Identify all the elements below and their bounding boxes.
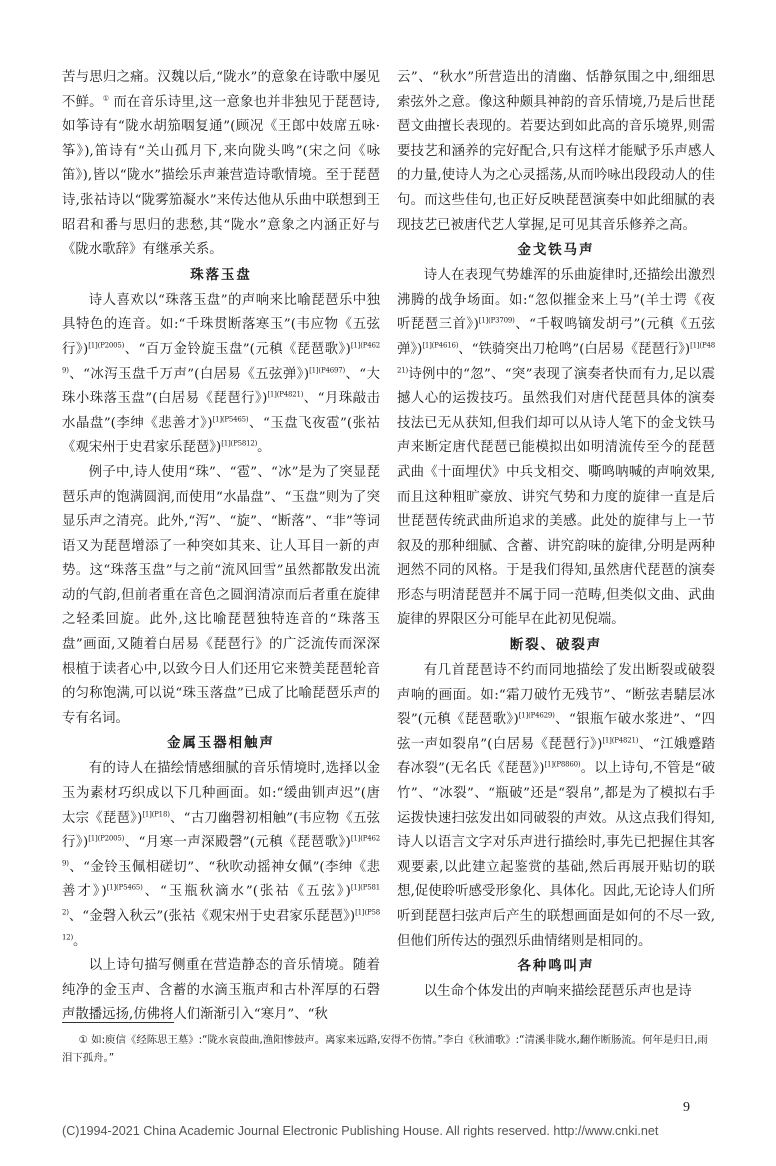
citation: [1](P4697) <box>309 366 345 375</box>
citation: [1](P2005) <box>88 341 125 350</box>
section-heading: 珠落玉盘 <box>190 267 252 283</box>
citation: [1](P4616) <box>422 341 459 350</box>
left-column <box>62 66 380 1028</box>
text-run: 诗人在表现气势雄浑的乐曲旋律时,还描绘出激烈沸腾的战争场面。如:“忽似摧金来上马”(羊士谔《夜听琵琶三首》) <box>397 268 715 333</box>
text-run: 、“千靫鸣镝发胡弓”(元稹《五弦弹》) <box>397 317 715 357</box>
footnote-reference[interactable]: ① <box>102 94 109 103</box>
text-run: 。 <box>257 440 271 456</box>
text-run: 、“古刀幽磬初相触”(韦应物《五弦行》) <box>62 810 380 851</box>
text-run: 有的诗人在描绘情感细腻的音乐情境时,选择以金玉为素材巧织成以下几种画面。如:“缓曲钏声迟”(唐太宗《琵琶》) <box>62 761 380 826</box>
text-run: 。 <box>73 933 87 949</box>
footnote-mark: ① <box>78 1034 88 1046</box>
text-run: 、“金磬入秋云”(张祜《观宋州于史君家乐琵琶》) <box>68 909 356 924</box>
text-run: 苦与思归之痛。汉魏以后,“陇水”的意象在诗歌中屡见不鲜。 <box>62 70 380 110</box>
citation: [1](P5465) <box>106 883 143 892</box>
footnote-text: 如:庾信《经陈思王墓》:“陇水哀葭曲,渔阳惨鼓声。离家来远路,安得不伤情。”李白《秋浦歌》:“清溪非陇水,翻作断肠流。何年是归日,雨泪下孤舟。” <box>62 1034 708 1064</box>
paragraph <box>62 66 380 263</box>
text-run: 、“玉瓶秋滴水”(张祜《五弦》) <box>142 884 351 900</box>
copyright-notice: (C)1994-2021 China Academic Journal Electronic Publishing House. All rights reserved. http://www.cnki.net <box>62 1124 659 1138</box>
text-run: 、“月寒一声深殿磬”(元稹《琵琶歌》) <box>124 835 351 851</box>
text-run: 诗例中的“忽”、“突”表现了演奏者快而有力,足以震撼人心的运拨技巧。虽然我们对唐代琵琶具体的演奏技法已无从获知,但我们却可以从诗人笔下的金戈铁马声来断定唐代琵琶已能模拟出如明清流传至今的琵琶武曲《十面埋伏》中兵戈相交、嘶鸣呐喊的声响效果,而且这种粗旷豪放、讲究气势和力度的旋律一直是后世琵琶传统武曲所追求的美感。此处的旋律与上一节叙及的那种细腻、含蓄、讲究韵味的旋律,分明是两种迥然不同的风格。于是我们得知,虽然唐代琵琶的演奏形态与明清琵琶并不属于同一范畴,但类似文曲、武曲旋律的界限区分可能早在此初见倪端。 <box>397 366 715 628</box>
paragraph <box>62 757 380 954</box>
footnote <box>62 1031 715 1067</box>
citation: [1](P18) <box>142 810 170 819</box>
section-heading: 金属玉器相触声 <box>167 736 275 752</box>
citation: [1](P3709) <box>478 316 515 325</box>
footnote-divider <box>62 1022 174 1023</box>
page-number: 9 <box>683 1100 690 1115</box>
citation: [1](P4629) <box>518 711 555 720</box>
paragraph: 以上诗句描写侧重在营造静态的音乐情境。随着纯净的金玉声、含蓄的水滴玉瓶声和古朴浑厚的石磬声散播远扬,仿佛将人们渐渐引入“寒月”、“秋 <box>62 958 380 1023</box>
paragraph: 以生命个体发出的声响来描绘琵琶乐声也是诗 <box>423 984 692 1000</box>
text-run: 、“江娥蹙踏春冰裂”(无名氏《琵琶》) <box>397 736 715 777</box>
section-heading: 金戈铁马声 <box>517 243 595 259</box>
paragraph: 云”、“秋水”所营造出的清幽、恬静氛围之中,细细思索弦外之意。像这种颇具神韵的音乐情境,乃是后世琵琶文曲擅长表现的。若要达到如此高的音乐境界,则需要技艺和涵养的完好配合,只有这样才能赋予乐声感人的力量,使诗人为之心灵摇荡,从而吟咏出段段动人的佳句。而这些佳句,也正好反映琵琶演奏中如此细腻的表现技艺已被唐代艺人掌握,足可见其音乐修养之高。 <box>397 70 715 233</box>
text-run: 、“铁骑突出刀枪鸣”(白居易《琵琶行》) <box>458 341 691 357</box>
citation: [1](P5465) <box>212 415 249 424</box>
citation: [1](P5812) <box>62 908 380 942</box>
citation: [1](P4821) <box>602 736 639 745</box>
text-run: 有几首琵琶诗不约而同地描绘了发出断裂或破裂声响的画面。如:“霜刀破竹无残节”、“断弦砉騞层冰裂”(元稹《琵琶歌》) <box>397 663 715 728</box>
paragraph: 例子中,诗人使用“珠”、“雹”、“冰”是为了突显琵琶乐声的饱满圆润,而使用“水晶盘”、“玉盘”则为了突显乐声之清亮。此外,“泻”、“旋”、“断落”、“非”等词语又为琵琶增添了一种突如其来、让人耳目一新的声势。这“珠落玉盘”与之前“流风回雪”虽然都散发出流动的气韵,但前者重在音色之圆润清凉而后者重在旋律之轻柔回旋。此外,这比喻琵琶独特连音的“珠落玉盘”画面,又随着白居易《琵琶行》的广泛流传而深深根植于读者心中,以致今日人们还用它来赞美琵琶轮音的匀称饱满,可以说“珠玉落盘”已成了比喻琵琶乐声的专有名词。 <box>62 464 380 726</box>
text-run: 、“月珠敲击水晶盘”(李绅《悲善才》) <box>62 391 380 431</box>
text-run: 、“百万金铃旋玉盘”(元稹《琵琶歌》) <box>124 341 351 357</box>
citation: [1](P2005) <box>88 834 125 843</box>
text-run: 、“大珠小珠落玉盘”(白居易《琵琶行》) <box>62 366 380 407</box>
citation: [1](P4821) <box>267 390 304 399</box>
citation: [1](P5812) <box>62 883 380 917</box>
citation: [1](P8860) <box>544 760 581 769</box>
paragraph <box>397 264 715 633</box>
citation: [1](P4629) <box>62 834 380 868</box>
text-run: 、“银瓶乍破水浆进”、“四弦一声如裂帛”(白居易《琵琶行》) <box>397 712 715 752</box>
paragraph <box>62 289 380 461</box>
citation: [1](P4629) <box>62 341 380 375</box>
citation: [1](P5812) <box>221 439 258 448</box>
text-run: 诗人喜欢以“珠落玉盘”的声响来比喻琵琶乐中独具特色的连音。如:“千珠贯断落寒玉”(韦应物《五弦行》) <box>62 292 380 357</box>
text-run: 。以上诗句,不管是“破竹”、“冰裂”、“瓶破”还是“裂帛”,都是为了模拟右手运拨快速扫弦发出如同破裂的声效。从这点我们得知,诗人以语言文字对乐声进行描绘时,事先已把握住其客观要素,以此建立起鉴赏的基础,然后再展开贴切的联想,促使聆听感受形象化、具体化。因此,无论诗人们所听到琵琶扫弦声后产生的联想画面是如何的不尽一致,但他们所传达的强烈乐曲情绪则是相同的。 <box>397 761 715 949</box>
right-column <box>397 66 715 1005</box>
text-run: 、“金铃玉佩相磋切”、“秋吹动摇神女佩”(李绅《悲善才》) <box>62 859 380 900</box>
section-heading: 各种鸣叫声 <box>517 959 595 975</box>
text-run: 而在音乐诗里,这一意象也并非独见于琵琶诗,如筝诗有“陇水胡笳咽复通”(顾况《王郎中妓席五咏·筝》),笛诗有“关山孤月下,来向陇头鸣”(宋之问《咏笛》),皆以“陇水”描绘乐声兼营造诗歌情境。至于琵琶诗,张祜诗以“陇雾笳凝水”来传达他从乐曲中联想到王昭君和番与思归的悲愁,其“陇水”意象之内涵正好与《陇水歌辞》有继承关系。 <box>62 94 380 258</box>
section-heading: 断裂、破裂声 <box>509 638 603 654</box>
text-run: 、“玉盘飞夜雹”(张祜《观宋州于史君家乐琵琶》) <box>62 415 381 456</box>
citation: [1](P4821) <box>397 341 715 375</box>
paragraph <box>397 659 715 954</box>
text-run: 、“冰泻玉盘千万声”(白居易《五弦弹》) <box>68 366 310 382</box>
